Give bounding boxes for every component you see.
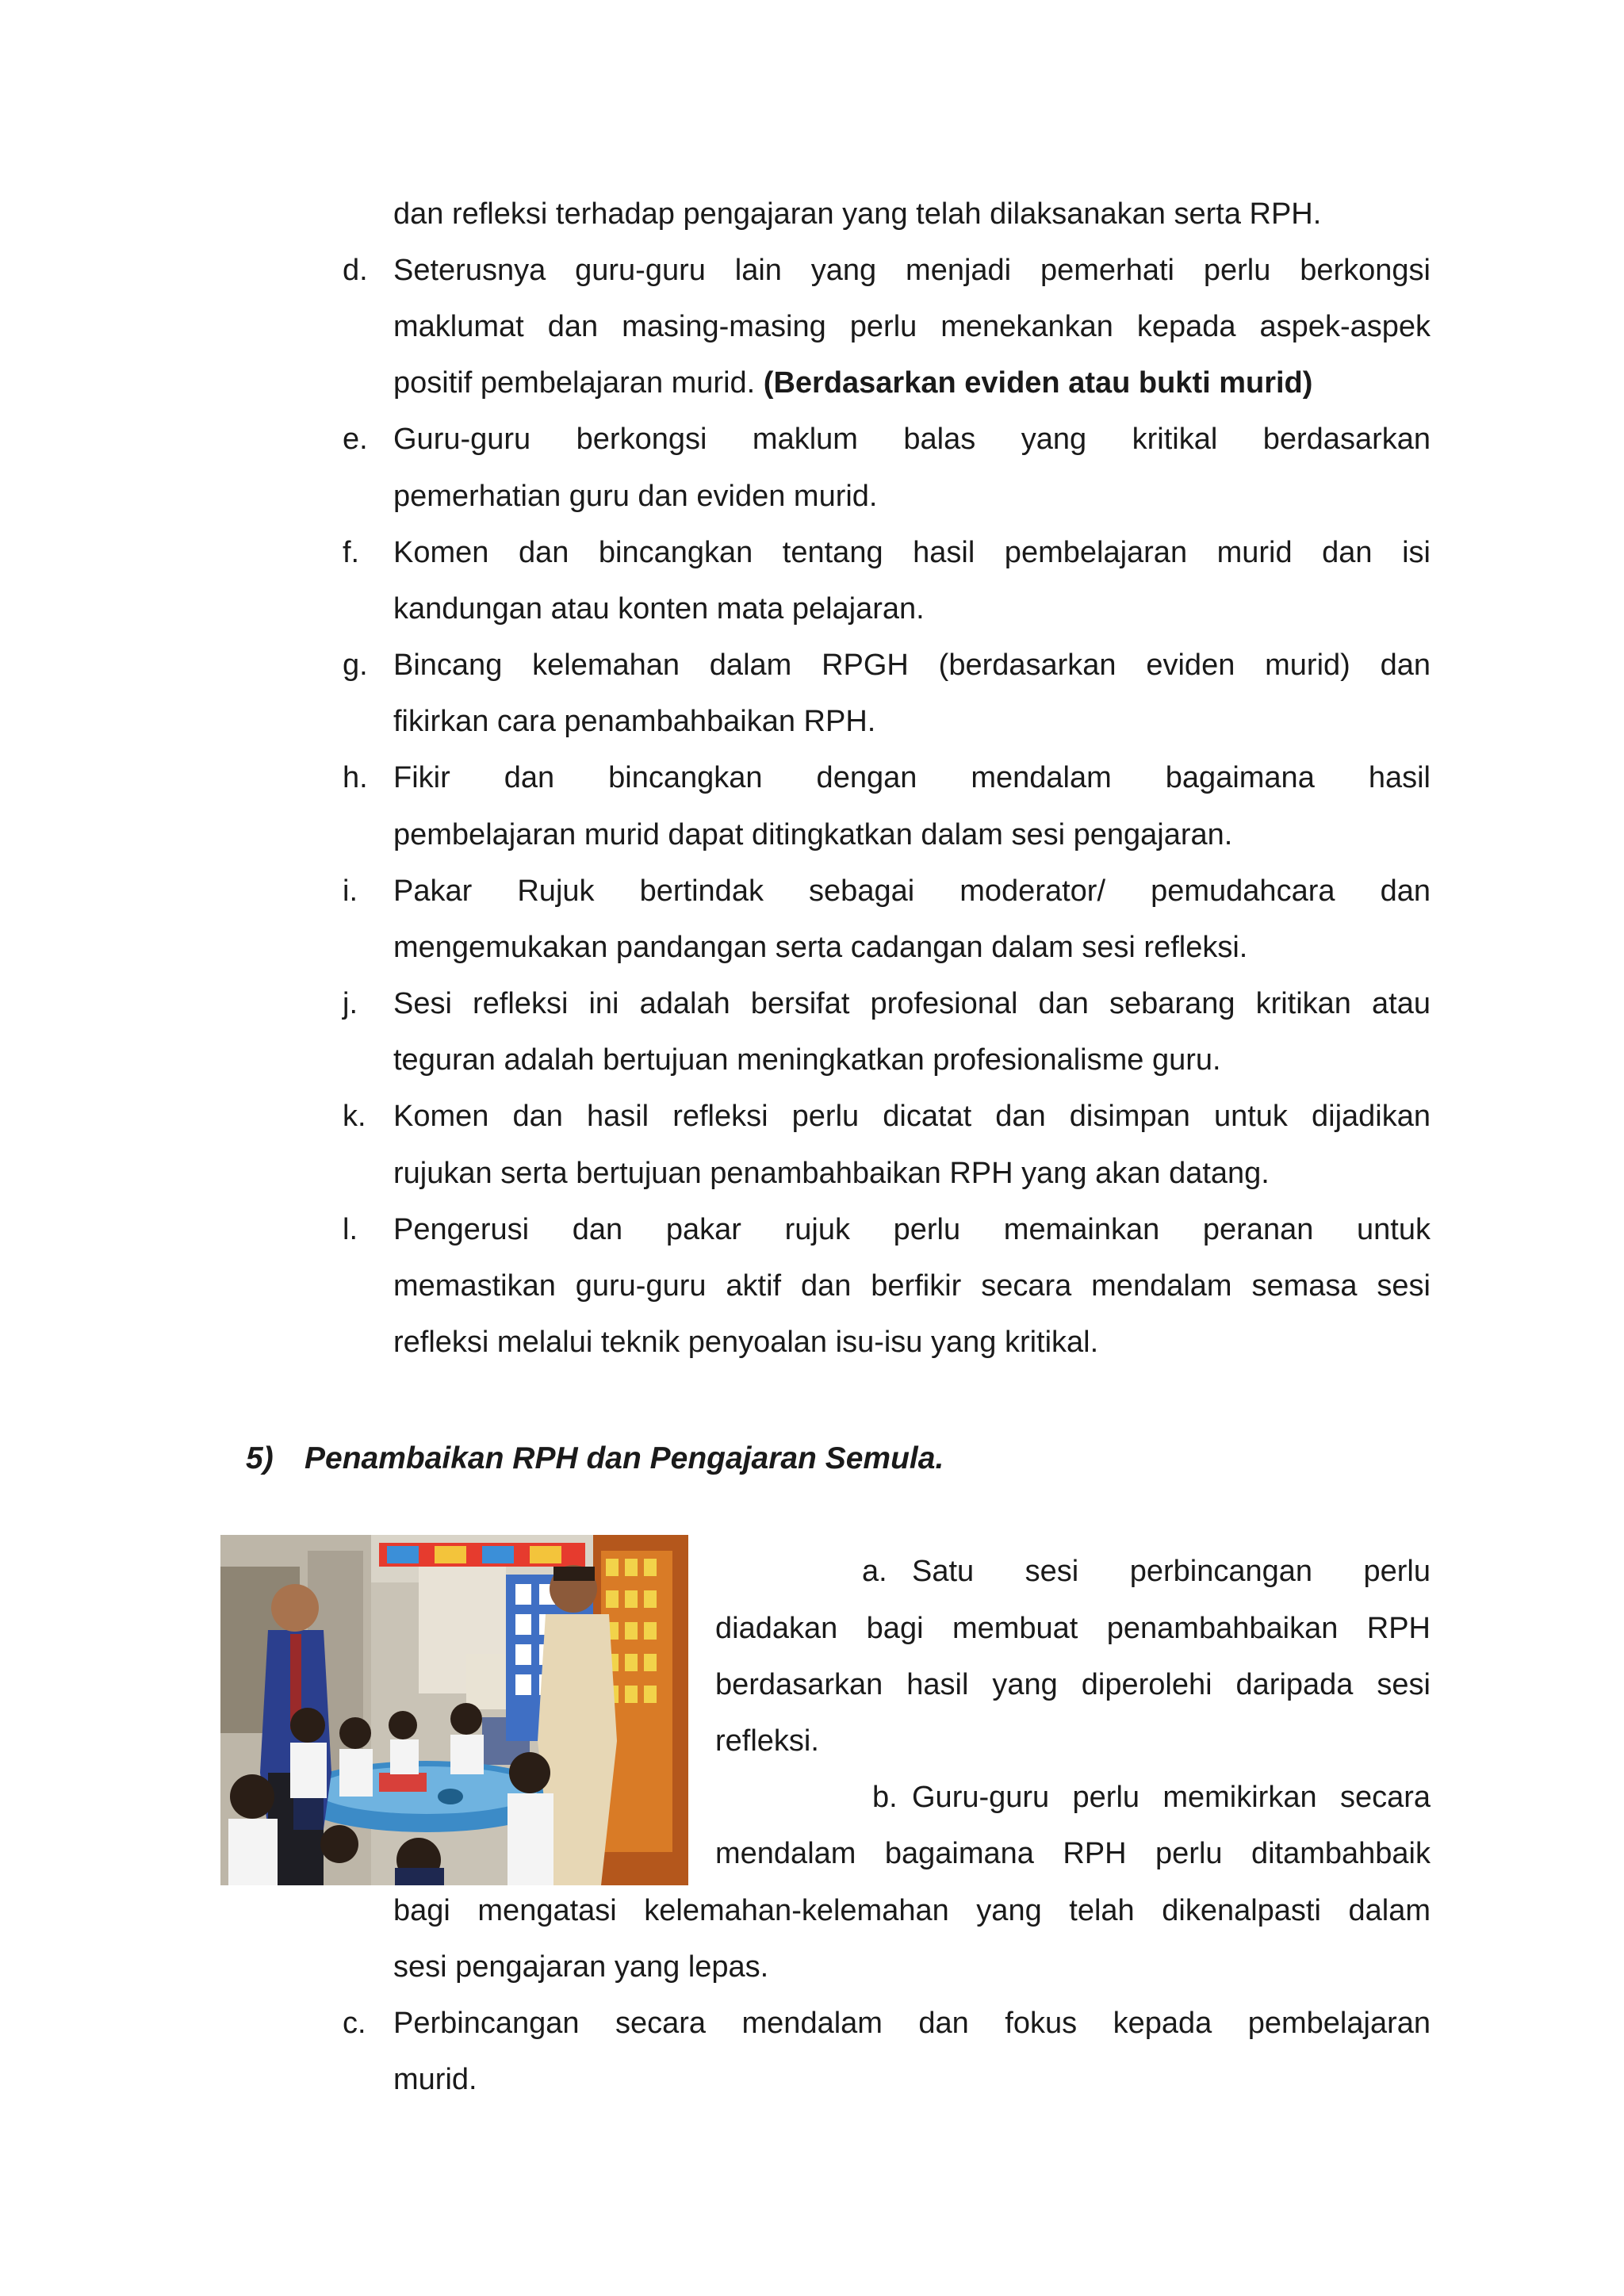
- item-j-label: j.: [343, 987, 358, 1020]
- item-5a-line-1: Satu sesi perbincangan perlu: [912, 1555, 1431, 1588]
- item-d-line-3: positif pembelajaran murid. (Berdasarkan eviden atau bukti murid): [393, 366, 1313, 400]
- item-5b-line-4: sesi pengajaran yang lepas.: [393, 1950, 769, 1984]
- item-h-line-1: Fikir dan bincangkan dengan mendalam bagaimana hasil: [393, 761, 1431, 794]
- item-d-line-1: Seterusnya guru-guru lain yang menjadi pemerhati perlu berkongsi: [393, 254, 1431, 287]
- item-5b-line-1: Guru-guru perlu memikirkan secara: [912, 1781, 1431, 1814]
- item-h-label: h.: [343, 761, 368, 794]
- item-k-label: k.: [343, 1100, 366, 1133]
- item-e-line-1: Guru-guru berkongsi maklum balas yang kritikal berdasarkan: [393, 423, 1431, 456]
- item-5a-label: a.: [862, 1555, 887, 1588]
- item-i-line-1: Pakar Rujuk bertindak sebagai moderator/ pemudahcara dan: [393, 874, 1431, 908]
- item-5a-line-4: refleksi.: [715, 1724, 819, 1758]
- section-5-heading: [246, 1439, 944, 1479]
- item-e-line-2: pemerhatian guru dan eviden murid.: [393, 480, 878, 513]
- item-5b-line-3: bagi mengatasi kelemahan-kelemahan yang telah dikenalpasti dalam: [393, 1894, 1431, 1927]
- item-5a-line-2: diadakan bagi membuat penambahbaikan RPH: [715, 1612, 1431, 1645]
- item-f-line-1: Komen dan bincangkan tentang hasil pembelajaran murid dan isi: [393, 536, 1431, 569]
- item-f-label: f.: [343, 536, 360, 569]
- item-e-label: e.: [343, 423, 368, 456]
- item-5c-label: c.: [343, 2007, 366, 2040]
- item-5c-line-1: Perbincangan secara mendalam dan fokus kepada pembelajaran: [393, 2007, 1431, 2040]
- item-d-line-2: maklumat dan masing-masing perlu menekankan kepada aspek-aspek: [393, 310, 1431, 343]
- item-f-line-2: kandungan atau konten mata pelajaran.: [393, 592, 925, 626]
- item-5c-line-2: murid.: [393, 2063, 477, 2096]
- item-g-label: g.: [343, 649, 368, 682]
- item-i-label: i.: [343, 874, 358, 908]
- classroom-photo: [220, 1535, 688, 1885]
- item-l-line-1: Pengerusi dan pakar rujuk perlu memainkan peranan untuk: [393, 1213, 1431, 1246]
- item-5b-line-2: mendalam bagaimana RPH perlu ditambahbaik: [715, 1837, 1431, 1870]
- item-g-line-1: Bincang kelemahan dalam RPGH (berdasarkan eviden murid) dan: [393, 649, 1431, 682]
- item-5b-label: b.: [872, 1781, 898, 1814]
- item-j-line-1: Sesi refleksi ini adalah bersifat profesional dan sebarang kritikan atau: [393, 987, 1431, 1020]
- item-j-line-2: teguran adalah bertujuan meningkatkan profesionalisme guru.: [393, 1043, 1221, 1077]
- item-5a-line-3: berdasarkan hasil yang diperolehi daripada sesi: [715, 1668, 1431, 1701]
- item-l-label: l.: [343, 1213, 358, 1246]
- item-i-line-2: mengemukakan pandangan serta cadangan dalam sesi refleksi.: [393, 931, 1248, 964]
- item-k-line-1: Komen dan hasil refleksi perlu dicatat dan disimpan untuk dijadikan: [393, 1100, 1431, 1133]
- item-h-line-2: pembelajaran murid dapat ditingkatkan dalam sesi pengajaran.: [393, 818, 1233, 851]
- item-k-line-2: rujukan serta bertujuan penambahbaikan RPH yang akan datang.: [393, 1157, 1270, 1190]
- item-d-label: d.: [343, 254, 368, 287]
- section-5-number: 5): [246, 1441, 274, 1475]
- item-d-bold-note: (Berdasarkan eviden atau bukti murid): [763, 366, 1313, 400]
- item-l-line-2: memastikan guru-guru aktif dan berfikir secara mendalam semasa sesi: [393, 1269, 1431, 1303]
- section-5-title: Penambaikan RPH dan Pengajaran Semula.: [304, 1441, 944, 1475]
- item-l-line-3: refleksi melalui teknik penyoalan isu-isu yang kritikal.: [393, 1326, 1099, 1359]
- intro-line: dan refleksi terhadap pengajaran yang telah dilaksanakan serta RPH.: [393, 197, 1322, 231]
- item-g-line-2: fikirkan cara penambahbaikan RPH.: [393, 705, 876, 738]
